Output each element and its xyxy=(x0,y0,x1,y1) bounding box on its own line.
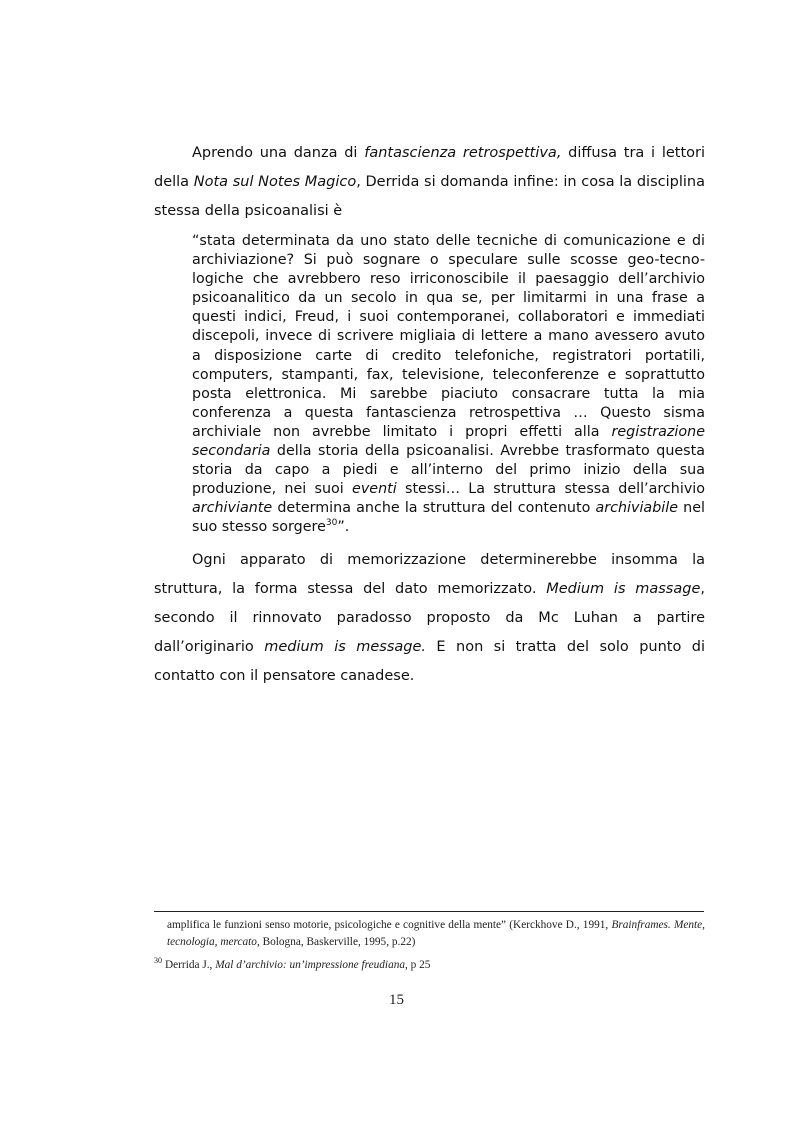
footnote-number: 30 xyxy=(154,956,162,966)
footnote-30 xyxy=(154,957,705,974)
text-run: , Bologna, Baskerville, 1995, p.22) xyxy=(256,936,416,948)
text-run: , secondo il rinnovato paradosso proposto da Mc Luhan a partire dall’originario xyxy=(154,580,705,655)
text-run: nel suo stesso sorgere xyxy=(192,500,705,536)
text-run: determina anche la struttura del contenuto xyxy=(272,500,596,517)
italic-run: Nota sul Notes Magico xyxy=(193,174,357,190)
text-run: ”. xyxy=(337,519,350,536)
text-run: stessi… La struttura stessa dell’archivio xyxy=(396,481,706,498)
text-run: , Derrida si domanda infine: in cosa la disciplina stessa della psicoanalisi è xyxy=(154,174,705,219)
italic-run: fantascienza retrospettiva, xyxy=(364,145,562,161)
italic-run: Brainframes. Mente, tecnologia, mercato xyxy=(167,919,705,948)
text-run: Derrida J., xyxy=(165,959,216,971)
paragraph-conclusion xyxy=(154,546,705,691)
text-run: , p 25 xyxy=(405,959,431,971)
text-run: E non si tratta del solo punto di contatto con il pensatore canadese. xyxy=(154,638,706,684)
text-run: “stata determinata da uno stato delle tecniche di comunicazione e di archiviazione? Si può sognare o speculare sulle scosse geo-tecno-logiche che avrebbero reso irriconoscibile il paesaggio dell’archivio psicoanalitico da un secolo in qua se, per limitarmi in una frase a questi indici, Freud, i suoi contemporanei, collaboratori e immediati discepoli, invece di scrivere migliaia di lettere a mano avessero avuto a disposizione carte di credito telefoniche, registratori portatili, computers, stampanti, fax, televisione, teleconferenze e soprattutto posta elettronica. Mi sarebbe piaciuto consacrare tutta la mia conferenza a questa fantascienza retrospettiva … Questo sisma archiviale non avrebbe limitato i propri effetti alla xyxy=(192,233,705,440)
italic-run: archiviante xyxy=(192,500,273,517)
italic-run: medium is message. xyxy=(264,638,427,655)
italic-run: Mal d’archivio: un’impressione freudiana xyxy=(215,959,406,971)
italic-run: registrazione secondaria xyxy=(192,423,705,460)
main-text xyxy=(154,139,705,691)
italic-run: Medium is massage xyxy=(546,580,701,597)
italic-run: eventi xyxy=(352,481,397,498)
text-run: della storia della psicoanalisi. Avrebbe trasformato questa storia da capo a piedi e all’interno del primo inizio della sua produzione, nei suoi xyxy=(192,443,705,498)
paragraph-intro xyxy=(154,139,705,226)
footnote-ref: 30 xyxy=(325,518,338,529)
text-run: diffusa tra i lettori della xyxy=(154,145,706,190)
italic-run: archiviabile xyxy=(595,500,679,517)
text-run: amplifica le funzioni senso motorie, psicologiche e cognitive della mente” (Kerckhove D., 1991, xyxy=(167,919,612,931)
footnotes xyxy=(154,917,705,974)
text-run: Ogni apparato di memorizzazione determinerebbe insomma la struttura, la forma stessa del dato memorizzato. xyxy=(154,551,705,597)
footnote-continuation xyxy=(167,917,705,951)
text-run: Aprendo una danza di xyxy=(192,145,365,161)
page-number: 15 xyxy=(389,992,404,1008)
block-quote xyxy=(192,232,705,538)
footnote-separator xyxy=(154,911,704,912)
